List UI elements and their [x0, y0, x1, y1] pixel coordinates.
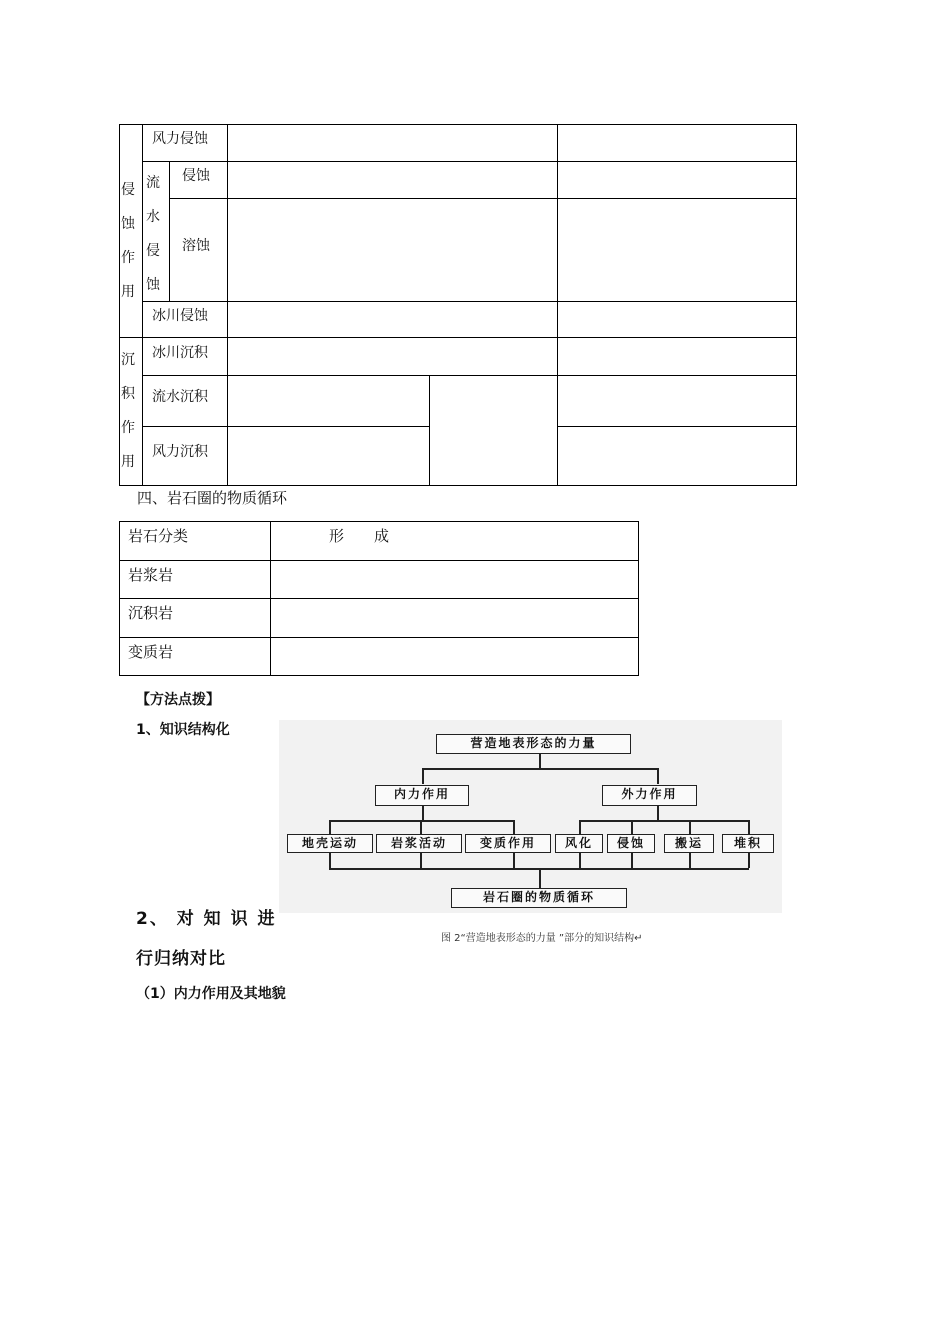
section-four-heading: 四、岩石圈的物质循环 [137, 489, 288, 507]
method-heading: 【方法点拨】 [136, 692, 220, 708]
row-label-wind-deposition: 风力沉积 [152, 444, 208, 460]
rock-table-header-classification: 岩石分类 [128, 527, 189, 545]
diagram-caption: 图 2“营造地表形态的力量 ”部分的知识结构↵ [441, 933, 643, 944]
row-label-glacial-deposition: 冰川沉积 [152, 345, 208, 361]
rock-table-row-igneous: 岩浆岩 [128, 566, 174, 584]
rock-table-header-formation: 形 成 [329, 527, 390, 545]
diagram-box-magmatic-activity: 岩浆活动 [376, 834, 462, 853]
item-internal-force-heading: （1）内力作用及其地貌 [136, 986, 286, 1002]
rock-table-row-metamorphic: 变质岩 [128, 643, 174, 661]
item-induction-line2: 行归纳对比 [136, 949, 226, 969]
row-label-wind-erosion: 风力侵蚀 [152, 131, 208, 147]
row-label-fluvial-erosion: 侵蚀 [182, 168, 210, 184]
diagram-box-transport: 搬运 [664, 834, 714, 853]
knowledge-structure-diagram [279, 720, 782, 913]
diagram-box-deposition: 堆积 [722, 834, 774, 853]
erosion-group-label: 侵蚀作用 [121, 182, 135, 300]
diagram-box-crustal-movement: 地壳运动 [287, 834, 373, 853]
row-label-glacial-erosion: 冰川侵蚀 [152, 308, 208, 324]
item-knowledge-structure: 1、知识结构化 [136, 722, 230, 738]
rock-table-row-sedimentary: 沉积岩 [128, 604, 174, 622]
row-label-fluvial-deposition: 流水沉积 [152, 389, 208, 405]
diagram-box-internal-force: 内力作用 [375, 785, 469, 806]
diagram-box-external-force: 外力作用 [602, 785, 697, 806]
diagram-box-erosion: 侵蚀 [607, 834, 655, 853]
row-label-dissolution: 溶蚀 [182, 238, 210, 254]
fluvial-erosion-group-label: 流水侵蚀 [146, 175, 160, 293]
item-induction-line1: 2、 对 知 识 进 [136, 909, 277, 929]
deposition-group-label: 沉积作用 [121, 352, 135, 470]
diagram-box-rock-cycle: 岩石圈的物质循环 [451, 888, 627, 908]
diagram-box-metamorphism: 变质作用 [465, 834, 551, 853]
diagram-box-top: 营造地表形态的力量 [436, 734, 631, 754]
diagram-box-weathering: 风化 [555, 834, 603, 853]
